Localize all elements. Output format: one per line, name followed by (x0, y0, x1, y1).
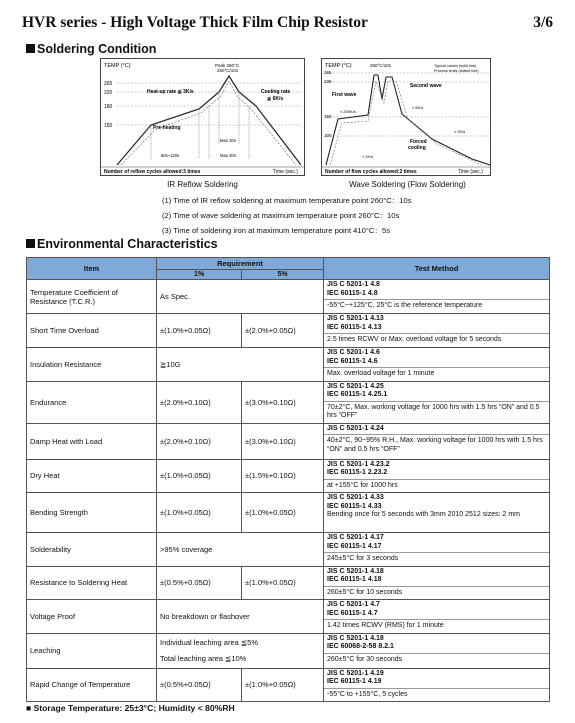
environment-heading: Environmental Characteristics (26, 237, 218, 251)
test-method: JIS C 5201-1 4.25 IEC 60115-1 4.25.1 70±2°C, Max. working voltage for 1000 hrs with 1.5 hrs “ON” and 0.5 hrs “OFF” (324, 381, 550, 423)
requirement-5pct: ±(3.0%+0.10Ω) (242, 381, 324, 423)
requirement-5pct: ±(3.0%+0.10Ω) (242, 423, 324, 459)
wave-first-label: First wave (332, 92, 357, 98)
wave-profile-curve (326, 75, 490, 165)
wave-rate-1: ≈ 200K/s (340, 109, 356, 114)
ir-tick-150: 150 (104, 123, 113, 129)
test-method: JIS C 5201-1 4.6 IEC 60115-1 4.6 Max. overload voltage for 1 minute (324, 348, 550, 382)
wave-rate-2: ≈ 5K/s (412, 105, 424, 110)
wave-time-axis: Time (sec.) (458, 169, 483, 175)
ir-tick-220: 220 (104, 90, 113, 96)
ir-reflow-chart (100, 58, 305, 176)
ir-cooling-label-1: Cooling rate (261, 89, 291, 95)
ir-heatup-label: Heat-up rate ≦ 3K/s (147, 89, 194, 95)
item-name: Damp Heat with Load (27, 423, 157, 459)
note-2: (2) Time of wave soldering at maximum temperature point 260°C：10s (162, 211, 400, 220)
test-method: JIS C 5201-1 4.18 IEC 60068-2-58 8.2.1 260±5°C for 30 seconds (324, 633, 550, 668)
col-requirement: Requirement (157, 258, 324, 270)
table-row (27, 633, 550, 668)
ir-time-1: 60s~120s (161, 153, 180, 158)
ir-preheat-label: Pre-heating (153, 125, 181, 131)
requirement-1pct: ±(1.0%+0.05Ω) (157, 493, 242, 533)
test-method: JIS C 5201-1 4.7 IEC 60115-1 4.7 1.42 times RCWV (RMS) for 1 minute (324, 600, 550, 634)
item-name: Solderability (27, 533, 157, 567)
item-name: Temperature Coefficient of Resistance (T.C.R.) (27, 280, 157, 314)
environment-table (26, 257, 550, 702)
requirement-total: Total leaching area ≦10% (160, 653, 247, 663)
page-header (22, 14, 553, 36)
wave-second-label: Second wave (410, 83, 442, 89)
wave-legend-1: Typical values (solid line) (434, 64, 477, 68)
test-method: JIS C 5201-1 4.8 IEC 60115-1 4.8 -55°C~+125°C, 25°C is the reference temperature (324, 280, 550, 314)
table-row (27, 493, 550, 533)
ir-peak-label: Peak 260°C (215, 63, 240, 68)
wave-tick-235: 235 (324, 79, 332, 84)
requirement: ≧10G (157, 348, 324, 382)
test-method: JIS C 5201-1 4.17 IEC 60115-1 4.17 245±5°C for 3 seconds (324, 533, 550, 567)
ir-time-3: Max 40s (220, 153, 236, 158)
test-method: JIS C 5201-1 4.24 40±2°C, 90~95% R.H., Max. working voltage for 1000 hrs with 1.5 hrs “ON” and 0.5 hrs “OFF” (324, 423, 550, 459)
wave-tick-150: 150 (324, 114, 332, 119)
table-row (27, 381, 550, 423)
wave-legend-2: Process limits (dotted line) (434, 69, 479, 73)
table-row (27, 280, 550, 314)
item-name: Resistance to Soldering Heat (27, 566, 157, 600)
requirement-5pct: ±(1.0%+0.05Ω) (242, 493, 324, 533)
col-5pct: 5% (242, 270, 324, 280)
test-method: JIS C 5201-1 4.18 IEC 60115-1 4.18 260±5°C for 10 seconds (324, 566, 550, 600)
requirement-individual: Individual leaching area ≦5% (160, 637, 259, 647)
ir-tick-180: 180 (104, 104, 113, 110)
test-method: JIS C 5201-1 4.23.2 IEC 60115-1 2.23.2 at +155°C for 1000 hrs (324, 459, 550, 493)
wave-tick-100: 100 (324, 133, 332, 138)
requirement-5pct: ±(1.5%+0.10Ω) (242, 459, 324, 493)
wave-forced-2: cooling (408, 145, 426, 151)
table-row (27, 566, 550, 600)
table-row (27, 600, 550, 634)
requirement-1pct: ±(0.5%+0.05Ω) (157, 668, 242, 702)
ir-caption: IR Reflow Soldering (167, 180, 238, 189)
item-name: Dry Heat (27, 459, 157, 493)
wave-forced-1: Forced (410, 139, 427, 145)
test-method: JIS C 5201-1 4.13 IEC 60115-1 4.13 2.5 times RCWV or Max. overload voltage for 5 seconds (324, 314, 550, 348)
page-number: 3/6 (533, 14, 553, 31)
requirement-1pct: ±(1.0%+0.05Ω) (157, 314, 242, 348)
wave-peak-label: 260°C/10s (370, 63, 392, 68)
soldering-heading: Soldering Condition (26, 42, 156, 56)
item-name: Leaching (27, 633, 157, 668)
item-name: Bending Strength (27, 493, 157, 533)
table-row (27, 533, 550, 567)
ir-time-axis: Time (sec.) (273, 169, 298, 175)
wave-rate-3: ≈ 2K/s (454, 129, 466, 134)
note-3: (3) Time of soldering iron at maximum temperature point 410°C：5s (162, 226, 390, 235)
requirement-5pct: ±(2.0%+0.05Ω) (242, 314, 324, 348)
requirement: >95% coverage (157, 533, 324, 567)
ir-tick-265: 265 (104, 81, 113, 87)
ir-peak-tol: 260°C/10s (217, 68, 239, 73)
table-row (27, 314, 550, 348)
item-name: Insulation Resistance (27, 348, 157, 382)
requirement: No breakdown or flashover (157, 600, 324, 634)
requirement-5pct: ±(1.0%+0.05Ω) (242, 566, 324, 600)
requirement-5pct: ±(1.0%+0.05Ω) (242, 668, 324, 702)
wave-soldering-chart (321, 58, 491, 176)
col-1pct: 1% (157, 270, 242, 280)
table-row (27, 668, 550, 702)
section-bullet-icon (26, 239, 35, 248)
wave-axis-label: TEMP (°C) (325, 63, 352, 69)
wave-footer: Number of flow cycles allowed:2 times (325, 169, 417, 175)
ir-axis-label: TEMP (°C) (104, 63, 131, 69)
item-name: Short Time Overload (27, 314, 157, 348)
requirement-1pct: ±(2.0%+0.10Ω) (157, 423, 242, 459)
requirement-1pct: ±(0.5%+0.05Ω) (157, 566, 242, 600)
item-name: Voltage Proof (27, 600, 157, 634)
requirement: As Spec. (157, 280, 324, 314)
document-title: HVR series - High Voltage Thick Film Chip Resistor (22, 14, 368, 31)
wave-rate-4: ≈ 2K/s (362, 154, 374, 159)
ir-footer: Number of reflow cycles allowed:3 times (104, 169, 201, 175)
section-bullet-icon (26, 44, 35, 53)
wave-tick-265: 265 (324, 70, 332, 75)
table-row (27, 348, 550, 382)
requirement-1pct: ±(2.0%+0.10Ω) (157, 381, 242, 423)
col-item: Item (27, 258, 157, 280)
item-name: Rapid Change of Temperature (27, 668, 157, 702)
storage-note: ■ Storage Temperature: 25±3°C; Humidity < 80%RH (26, 703, 235, 713)
requirement-1pct: ±(1.0%+0.05Ω) (157, 459, 242, 493)
test-method: JIS C 5201-1 4.19 IEC 60115-1 4.19 -55°C to +155°C, 5 cycles (324, 668, 550, 702)
ir-time-2: Max 20s (220, 138, 236, 143)
wave-caption: Wave Soldering (Flow Soldering) (349, 180, 466, 189)
ir-cooling-label-2: ≦ 6K/s (267, 96, 284, 102)
test-method: JIS C 5201-1 4.33 IEC 60115-1 4.33 Bending once for 5 seconds with 3mm 2010 2512 sizes: 2 mm (324, 493, 550, 533)
soldering-notes (162, 193, 412, 238)
note-1: (1) Time of IR reflow soldering at maximum temperature point 260°C：10s (162, 196, 412, 205)
table-row (27, 459, 550, 493)
requirement (157, 633, 324, 668)
col-test-method: Test Method (324, 258, 550, 280)
table-row (27, 423, 550, 459)
item-name: Endurance (27, 381, 157, 423)
